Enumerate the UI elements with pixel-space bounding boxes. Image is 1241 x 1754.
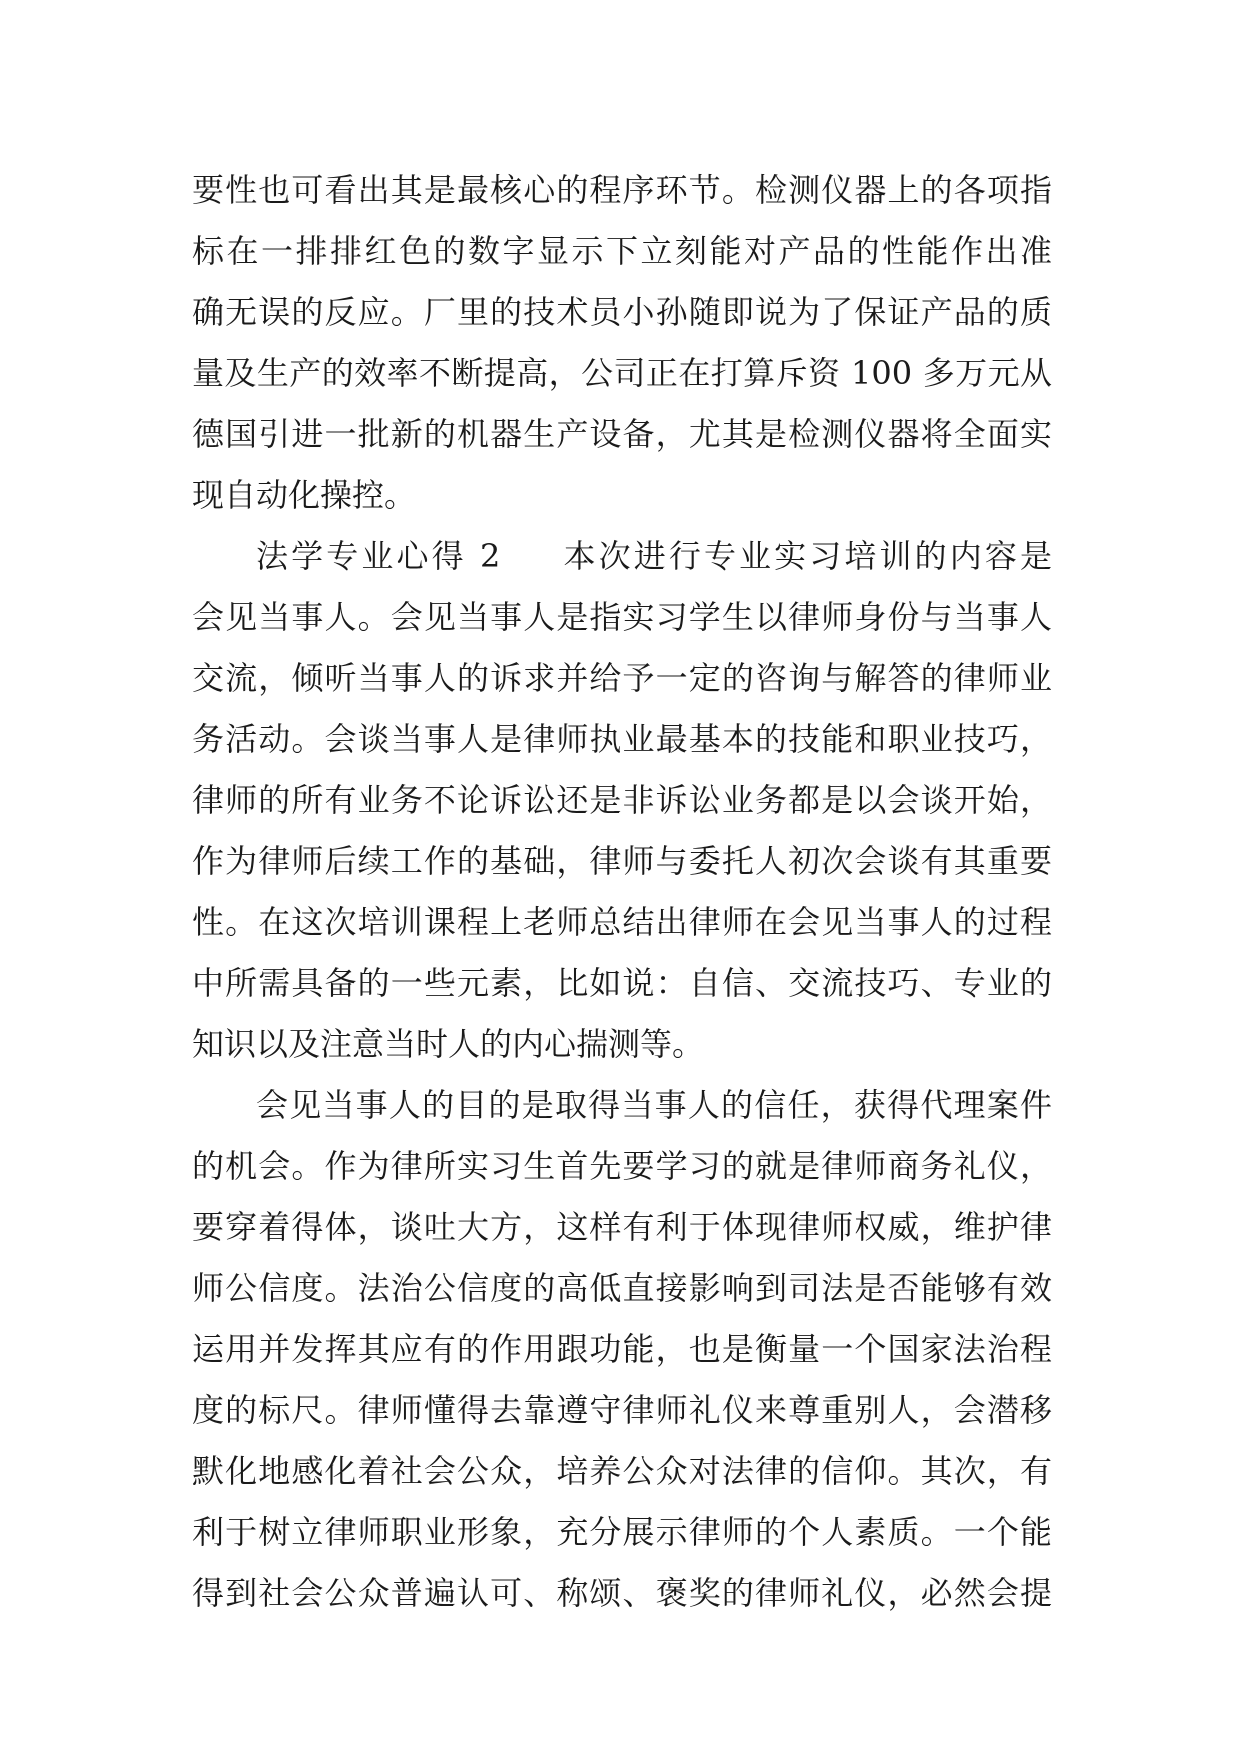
- paragraph-2: [192, 526, 1052, 1075]
- paragraph-line: 知识以及注意当时人的内心揣测等。: [192, 1025, 705, 1063]
- paragraph-line: 默化地感化着社会公众，培养公众对法律的信仰。其次，有: [192, 1452, 1052, 1490]
- paragraph-line: 会见当事人。会见当事人是指实习学生以律师身份与当事人: [192, 598, 1052, 636]
- paragraph-first-line: [192, 526, 1052, 587]
- paragraph-line: 中所需具备的一些元素，比如说：自信、交流技巧、专业的: [192, 964, 1052, 1002]
- paragraph-first-line: 会见当事人的目的是取得当事人的信任，获得代理案件: [256, 1086, 1052, 1124]
- paragraph-line: 标在一排排红色的数字显示下立刻能对产品的性能作出准: [192, 232, 1052, 270]
- paragraph-line: 确无误的反应。厂里的技术员小孙随即说为了保证产品的质: [192, 293, 1052, 331]
- paragraph-1: [192, 160, 1052, 526]
- paragraph-line: 要穿着得体，谈吐大方，这样有利于体现律师权威，维护律: [192, 1208, 1052, 1246]
- paragraph-line: 作为律师后续工作的基础，律师与委托人初次会谈有其重要: [192, 842, 1052, 880]
- paragraph-line: 运用并发挥其应有的作用跟功能，也是衡量一个国家法治程: [192, 1330, 1052, 1368]
- paragraph-line: 德国引进一批新的机器生产设备，尤其是检测仪器将全面实: [192, 415, 1052, 453]
- paragraph-line: 度的标尺。律师懂得去靠遵守律师礼仪来尊重别人，会潜移: [192, 1391, 1052, 1429]
- document-body: [192, 160, 1052, 1624]
- paragraph-line: 现自动化操控。: [192, 476, 417, 514]
- paragraph-line: 师公信度。法治公信度的高低直接影响到司法是否能够有效: [192, 1269, 1052, 1307]
- paragraph-line: 量及生产的效率不断提高，公司正在打算斥资 100 多万元从: [192, 354, 1052, 392]
- paragraph-line: 务活动。会谈当事人是律师执业最基本的技能和职业技巧，: [192, 720, 1052, 758]
- paragraph-line: 交流，倾听当事人的诉求并给予一定的咨询与解答的律师业: [192, 659, 1052, 697]
- paragraph-line: 的机会。作为律所实习生首先要学习的就是律师商务礼仪，: [192, 1147, 1052, 1185]
- paragraph-3: [192, 1075, 1052, 1624]
- paragraph-line: 性。在这次培训课程上老师总结出律师在会见当事人的过程: [192, 903, 1052, 941]
- paragraph-line: 律师的所有业务不论诉讼还是非诉讼业务都是以会谈开始，: [192, 781, 1052, 819]
- paragraph-line: 利于树立律师职业形象，充分展示律师的个人素质。一个能: [192, 1513, 1052, 1551]
- paragraph-line: 得到社会公众普遍认可、称颂、褒奖的律师礼仪，必然会提: [192, 1574, 1052, 1612]
- first-line-text: 本次进行专业实习培训的内容是: [560, 537, 1052, 575]
- section-heading: 法学专业心得 2: [256, 537, 501, 575]
- paragraph-line: 要性也可看出其是最核心的程序环节。检测仪器上的各项指: [192, 171, 1052, 209]
